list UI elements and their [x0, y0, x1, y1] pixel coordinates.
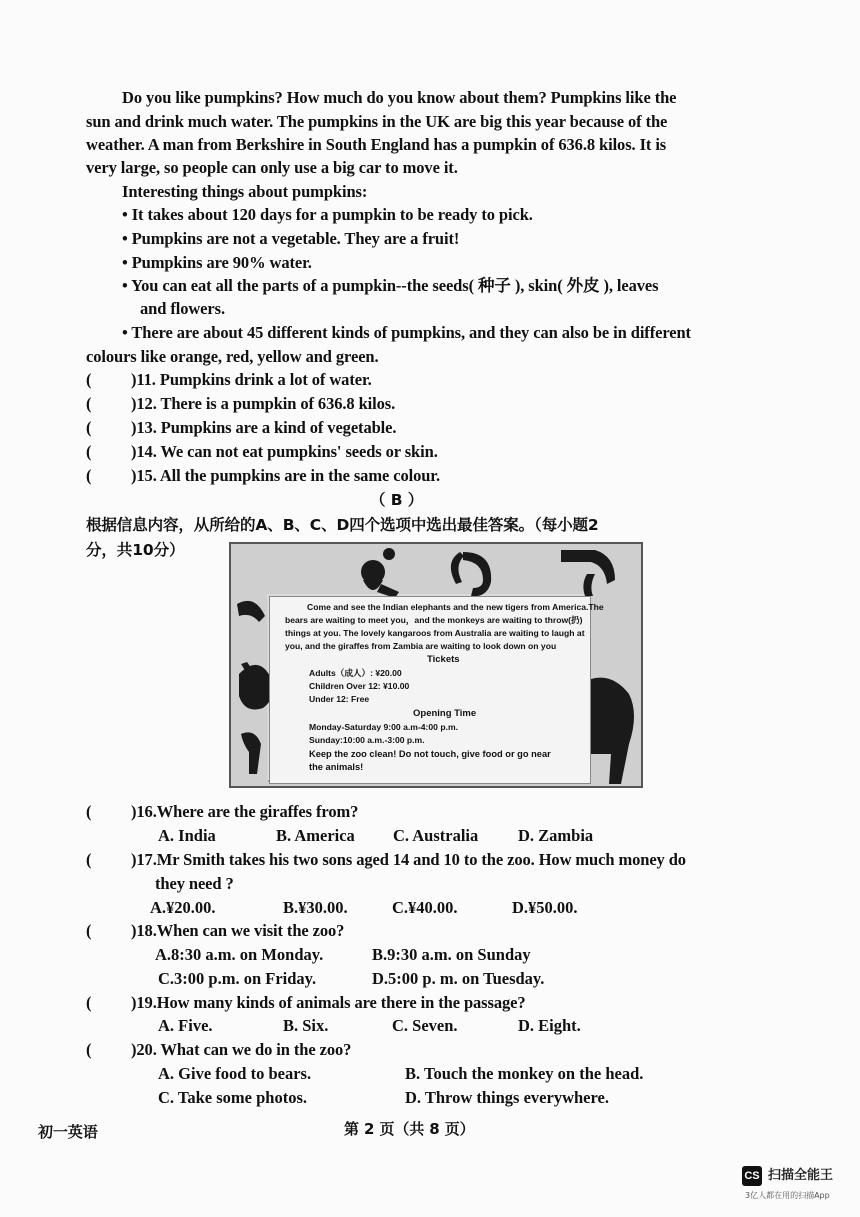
mc19-option-d[interactable]: D. Eight.: [518, 1016, 581, 1035]
tf-paren-11[interactable]: (: [86, 370, 92, 389]
mc20-option-c[interactable]: C. Take some photos.: [158, 1088, 307, 1107]
section-b-instruction-1: 根据信息内容，从所给的A、B、C、D四个选项中选出最佳答案。（每小题2: [86, 516, 599, 534]
bullet-4: • You can eat all the parts of a pumpkin--the seeds( 种子 ), skin( 外皮 ), leaves: [122, 276, 659, 295]
camscanner-app-name: 扫描全能王: [768, 1168, 834, 1183]
passage-line-4: very large, so people can only use a big car to move it.: [86, 158, 458, 177]
passage-line-3: weather. A man from Berkshire in South England has a pumpkin of 636.8 kilos. It is: [86, 135, 667, 154]
opening-sunday: Sunday:10:00 a.m.-3:00 p.m.: [309, 735, 425, 745]
opening-weekdays: Monday-Saturday 9:00 a.m-4:00 p.m.: [309, 722, 459, 732]
ticket-children: Children Over 12: ¥10.00: [309, 681, 410, 691]
tf-paren-15[interactable]: (: [86, 466, 92, 485]
tf-paren-14[interactable]: (: [86, 442, 92, 461]
bullet-5-cont: colours like orange, red, yellow and green.: [86, 347, 379, 366]
mc17-option-b[interactable]: B.¥30.00.: [283, 898, 348, 917]
mc18-option-c[interactable]: C.3:00 p.m. on Friday.: [158, 969, 317, 988]
poster-intro-3: things at you. The lovely kangaroos from Australia are waiting to laugh at: [285, 628, 585, 638]
mc17-option-d[interactable]: D.¥50.00.: [512, 898, 578, 917]
passage-line-1: Do you like pumpkins? How much do you know about them? Pumpkins like the: [122, 88, 677, 107]
mc18-option-a[interactable]: A.8:30 a.m. on Monday.: [155, 945, 324, 964]
poster-intro-4: you, and the giraffes from Zambia are waiting to look down on you: [285, 641, 557, 651]
mc20-option-a[interactable]: A. Give food to bears.: [158, 1064, 312, 1083]
mc16-option-d[interactable]: D. Zambia: [518, 826, 594, 845]
mc-paren-17[interactable]: (: [86, 850, 92, 869]
mc20-option-b[interactable]: B. Touch the monkey on the head.: [405, 1064, 644, 1083]
mc-stem-20: )20. What can we do in the zoo?: [131, 1040, 352, 1059]
poster-intro-2: bears are waiting to meet you，and the monkeys are waiting to throw(扔): [285, 615, 583, 625]
poster-intro-1: Come and see the Indian elephants and the new tigers from America.The: [307, 602, 604, 612]
mc20-option-d[interactable]: D. Throw things everywhere.: [405, 1088, 609, 1107]
footer-page-number: 第 2 页（共 8 页）: [344, 1120, 475, 1138]
tf-question-13: )13. Pumpkins are a kind of vegetable.: [131, 418, 397, 437]
passage-line-2: sun and drink much water. The pumpkins in the UK are big this year because of the: [86, 112, 668, 131]
tf-paren-13[interactable]: (: [86, 418, 92, 437]
camscanner-logo-icon: CS: [742, 1166, 762, 1186]
tf-question-15: )15. All the pumpkins are in the same colour.: [131, 466, 441, 485]
things-heading: Interesting things about pumpkins:: [122, 182, 368, 201]
tf-question-12: )12. There is a pumpkin of 636.8 kilos.: [131, 394, 396, 413]
mc18-option-d[interactable]: D.5:00 p. m. on Tuesday.: [372, 969, 545, 988]
mc18-option-b[interactable]: B.9:30 a.m. on Sunday: [372, 945, 531, 964]
zoo-poster: [229, 542, 643, 788]
mc17-option-a[interactable]: A.¥20.00.: [150, 898, 216, 917]
mc16-option-a[interactable]: A. India: [158, 826, 216, 845]
tf-paren-12[interactable]: (: [86, 394, 92, 413]
bullet-4-cont: and flowers.: [140, 299, 225, 318]
ticket-under-12: Under 12: Free: [309, 694, 370, 704]
mc-paren-18[interactable]: (: [86, 921, 92, 940]
bullet-2: • Pumpkins are not a vegetable. They are a fruit!: [122, 229, 460, 248]
mc19-option-c[interactable]: C. Seven.: [392, 1016, 458, 1035]
mc-stem-18: )18.When can we visit the zoo?: [131, 921, 345, 940]
bullet-1: • It takes about 120 days for a pumpkin to be ready to pick.: [122, 205, 533, 224]
mc16-option-c[interactable]: C. Australia: [393, 826, 479, 845]
bullet-5: • There are about 45 different kinds of pumpkins, and they can also be in different: [122, 323, 691, 342]
mc16-option-b[interactable]: B. America: [276, 826, 355, 845]
section-b-title: （ B ）: [370, 491, 424, 509]
mc-stem-19: )19.How many kinds of animals are there in the passage?: [131, 993, 526, 1012]
mc-paren-16[interactable]: (: [86, 802, 92, 821]
mc-stem-17-cont: they need ?: [155, 874, 234, 893]
opening-time-heading: Opening Time: [413, 708, 477, 719]
camscanner-tagline: 3亿人都在用的扫描App: [745, 1191, 830, 1200]
mc-paren-20[interactable]: (: [86, 1040, 92, 1059]
mc19-option-b[interactable]: B. Six.: [283, 1016, 329, 1035]
tickets-heading: Tickets: [427, 654, 460, 665]
ticket-adults: Adults（成人）: ¥20.00: [309, 668, 402, 678]
notice-line-1: Keep the zoo clean! Do not touch, give food or go near: [309, 749, 551, 759]
bullet-3: • Pumpkins are 90% water.: [122, 253, 312, 272]
mc-stem-17: )17.Mr Smith takes his two sons aged 14 and 10 to the zoo. How much money do: [131, 850, 686, 869]
mc-stem-16: )16.Where are the giraffes from?: [131, 802, 359, 821]
section-b-instruction-2: 分，共10分）: [86, 541, 185, 559]
mc-paren-19[interactable]: (: [86, 993, 92, 1012]
mc17-option-c[interactable]: C.¥40.00.: [392, 898, 458, 917]
tf-question-11: )11. Pumpkins drink a lot of water.: [131, 370, 372, 389]
tf-question-14: )14. We can not eat pumpkins' seeds or skin.: [131, 442, 438, 461]
mc19-option-a[interactable]: A. Five.: [158, 1016, 213, 1035]
notice-line-2: the animals!: [309, 762, 364, 772]
footer-subject: 初一英语: [38, 1123, 98, 1141]
